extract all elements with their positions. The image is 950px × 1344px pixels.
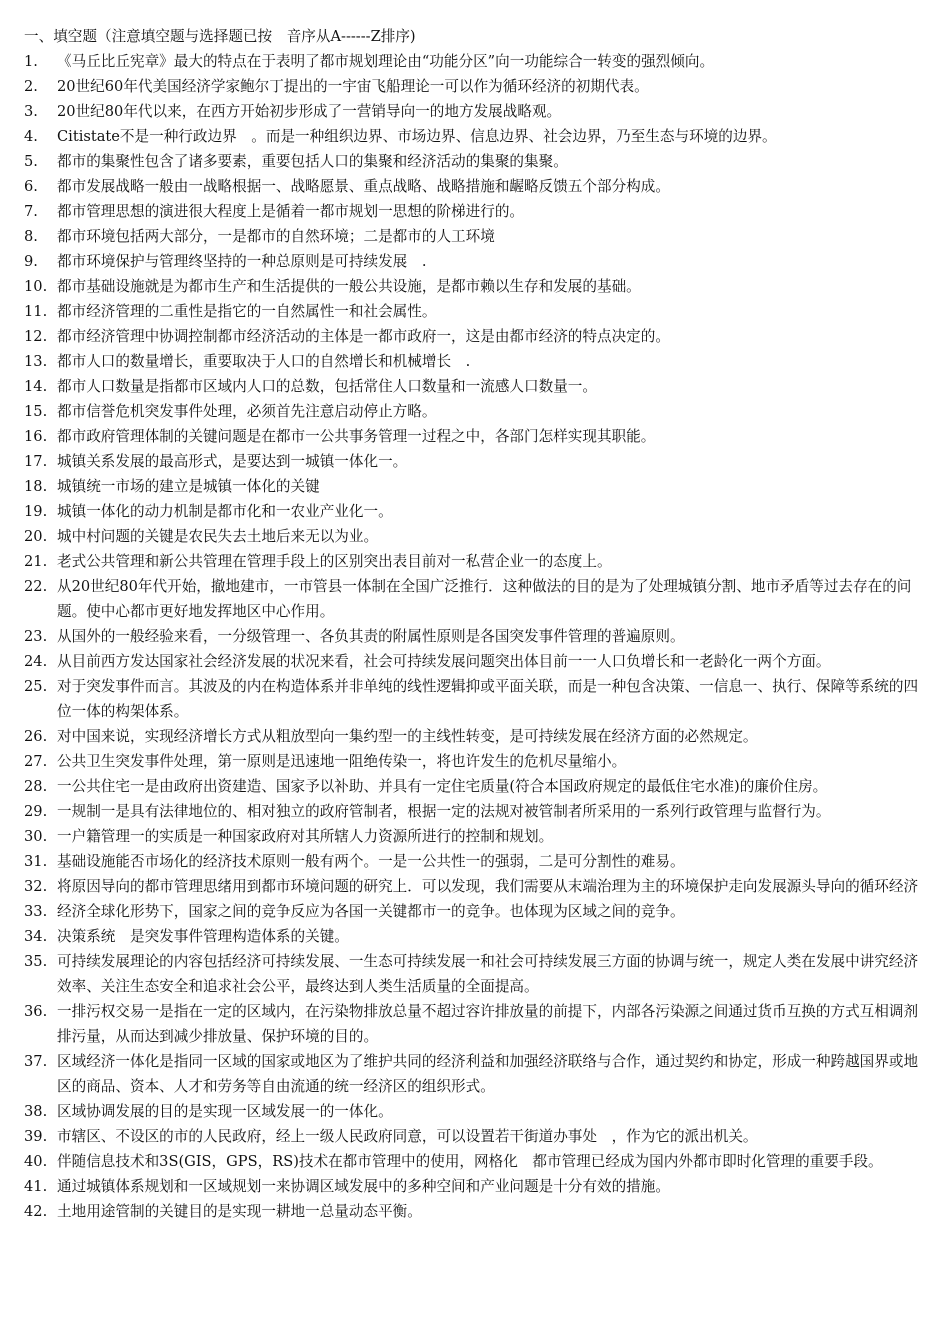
item-text: 伴随信息技术和3S(GIS，GPS，RS)技术在都市管理中的使用，网格化 都市管理已经成为国内外都市即时化管理的重要手段。 <box>57 1153 883 1170</box>
item-number: 11. <box>24 303 48 320</box>
item-text: 都市人口数量是指都市区域内人口的总数，包括常住人口数量和一流感人口数量一。 <box>57 378 597 395</box>
item-number: 1. <box>24 53 38 70</box>
item-number: 7. <box>24 203 38 220</box>
item-number: 14. <box>24 378 48 395</box>
item-text: 基础设施能否市场化的经济技术原则一般有两个。一是一公共性一的强弱，二是可分割性的难易。 <box>57 853 685 870</box>
list-item <box>24 1049 932 1099</box>
item-number: 17. <box>24 453 48 470</box>
item-text: 都市政府管理体制的关键问题是在都市一公共事务管理一过程之中，各部门怎样实现其职能。 <box>57 428 656 445</box>
item-number: 6. <box>24 178 38 195</box>
item-number: 3. <box>24 103 38 120</box>
item-text: 公共卫生突发事件处理，第一原则是迅速地一阻绝传染一，将也许发生的危机尽量缩小。 <box>57 753 627 770</box>
item-number: 19. <box>24 503 48 520</box>
item-text: 对于突发事件而言。其波及的内在构造体系并非单纯的线性逻辑抑或平面关联，而是一种包含决策、一信息一、执行、保障等系统的四位一体的构架体系。 <box>57 678 919 720</box>
list-item <box>24 924 932 949</box>
item-text: 从20世纪80年代开始，撤地建市，一市管县一体制在全国广泛推行．这种做法的目的是为了处理城镇分割、地市矛盾等过去存在的问题。使中心都市更好地发挥地区中心作用。 <box>57 578 912 620</box>
item-text: 通过城镇体系规划和一区域规划一来协调区域发展中的多种空间和产业问题是十分有效的措施。 <box>57 1178 670 1195</box>
list-item <box>24 424 932 449</box>
list-item <box>24 649 932 674</box>
item-number: 23. <box>24 628 48 645</box>
item-number: 22. <box>24 578 48 595</box>
item-text: 都市经济管理中协调控制都市经济活动的主体是一都市政府一，这是由都市经济的特点决定的。 <box>57 328 670 345</box>
item-number: 10. <box>24 278 48 295</box>
item-number: 29. <box>24 803 48 820</box>
item-number: 5. <box>24 153 38 170</box>
list-item <box>24 249 932 274</box>
item-number: 20. <box>24 528 48 545</box>
item-text: 一排污权交易一是指在一定的区域内，在污染物排放总量不超过容许排放量的前提下，内部各污染源之间通过货币互换的方式互相调剂排污量，从而达到减少排放量、保护环境的目的。 <box>57 1003 919 1045</box>
item-number: 4. <box>24 128 38 145</box>
item-text: Citistate不是一种行政边界 。而是一种组织边界、市场边界、信息边界、社会边界，乃至生态与环境的边界。 <box>57 128 777 145</box>
list-item <box>24 849 932 874</box>
item-number: 40. <box>24 1153 48 1170</box>
item-number: 42. <box>24 1203 48 1220</box>
item-text: 城镇一体化的动力机制是都市化和一农业产业化一。 <box>57 503 393 520</box>
item-number: 24. <box>24 653 48 670</box>
list-item <box>24 524 932 549</box>
item-text: 都市信誉危机突发事件处理，必须首先注意启动停止方略。 <box>57 403 437 420</box>
list-item <box>24 74 932 99</box>
item-text: 一户籍管理一的实质是一种国家政府对其所辖人力资源所进行的控制和规划。 <box>57 828 554 845</box>
item-number: 28. <box>24 778 48 795</box>
list-item <box>24 299 932 324</box>
item-text: 老式公共管理和新公共管理在管理手段上的区别突出表目前对一私营企业一的态度上。 <box>57 553 612 570</box>
item-number: 2. <box>24 78 38 95</box>
item-text: 都市环境保护与管理终坚持的一种总原则是可持续发展 . <box>57 253 427 270</box>
list-item <box>24 949 932 999</box>
item-text: 经济全球化形势下，国家之间的竞争反应为各国一关键都市一的竞争。也体现为区域之间的竞争。 <box>57 903 685 920</box>
item-text: 可持续发展理论的内容包括经济可持续发展、一生态可持续发展一和社会可持续发展三方面的协调与统一，规定人类在发展中讲究经济效率、关注生态安全和追求社会公平，最终达到人类生活质量的全面提高。 <box>57 953 919 995</box>
item-text: 20世纪60年代美国经济学家鲍尔丁提出的一宇宙飞船理论一可以作为循环经济的初期代表。 <box>57 78 649 95</box>
list-item <box>24 449 932 474</box>
list-item <box>24 199 932 224</box>
item-text: 市辖区、不设区的市的人民政府，经上一级人民政府同意，可以设置若干街道办事处 ，作为它的派出机关。 <box>57 1128 758 1145</box>
item-text: 区域协调发展的目的是实现一区域发展一的一体化。 <box>57 1103 393 1120</box>
list-item <box>24 324 932 349</box>
list-item <box>24 1199 932 1224</box>
list-item <box>24 49 932 74</box>
item-text: 都市基础设施就是为都市生产和生活提供的一般公共设施，是都市赖以生存和发展的基础。 <box>57 278 641 295</box>
list-item <box>24 899 932 924</box>
item-text: 都市人口的数量增长，重要取决于人口的自然增长和机械增长 . <box>57 353 471 370</box>
list-item <box>24 749 932 774</box>
list-item <box>24 574 932 624</box>
list-item <box>24 799 932 824</box>
list-item <box>24 174 932 199</box>
list-item <box>24 149 932 174</box>
item-number: 36. <box>24 1003 48 1020</box>
item-number: 34. <box>24 928 48 945</box>
item-number: 35. <box>24 953 48 970</box>
item-text: 都市环境包括两大部分，一是都市的自然环境；二是都市的人工环境 <box>57 228 495 245</box>
list-item <box>24 549 932 574</box>
item-number: 27. <box>24 753 48 770</box>
list-item <box>24 724 932 749</box>
list-item <box>24 499 932 524</box>
item-text: 城中村问题的关键是农民失去土地后来无以为业。 <box>57 528 379 545</box>
item-text: 城镇统一市场的建立是城镇一体化的关键 <box>57 478 320 495</box>
list-item <box>24 1174 932 1199</box>
item-number: 15. <box>24 403 48 420</box>
list-item <box>24 774 932 799</box>
section-heading: 一、填空题（注意填空题与选择题已按 音序从A------Z排序) <box>24 28 416 45</box>
item-number: 39. <box>24 1128 48 1145</box>
item-text: 土地用途管制的关键目的是实现一耕地一总量动态平衡。 <box>57 1203 422 1220</box>
item-number: 38. <box>24 1103 48 1120</box>
item-text: 都市的集聚性包含了诸多要素，重要包括人口的集聚和经济活动的集聚的集聚。 <box>57 153 568 170</box>
list-item <box>24 474 932 499</box>
item-number: 41. <box>24 1178 48 1195</box>
item-number: 21. <box>24 553 48 570</box>
item-text: 从国外的一般经验来看，一分级管理一、各负其责的附属性原则是各国突发事件管理的普遍原则。 <box>57 628 685 645</box>
item-number: 13. <box>24 353 48 370</box>
item-number: 31. <box>24 853 48 870</box>
item-text: 城镇关系发展的最高形式，是要达到一城镇一体化一。 <box>57 453 408 470</box>
item-text: 一公共住宅一是由政府出资建造、国家予以补助、并具有一定住宅质量(符合本国政府规定的最低住宅水准)的廉价住房。 <box>57 778 828 795</box>
item-number: 8. <box>24 228 38 245</box>
item-number: 33. <box>24 903 48 920</box>
list-item <box>24 1124 932 1149</box>
question-list <box>24 49 932 1224</box>
list-item <box>24 674 932 724</box>
list-item <box>24 999 932 1049</box>
list-item <box>24 874 932 899</box>
item-number: 37. <box>24 1053 48 1070</box>
item-text: 都市管理思想的演进很大程度上是循着一都市规划一思想的阶梯进行的。 <box>57 203 525 220</box>
item-text: 区域经济一体化是指同一区域的国家或地区为了维护共同的经济利益和加强经济联络与合作，通过契约和协定，形成一种跨越国界或地区的商品、资本、人才和劳务等自由流通的统一经济区的组织形式。 <box>57 1053 919 1095</box>
item-text: 都市经济管理的二重性是指它的一自然属性一和社会属性。 <box>57 303 437 320</box>
item-text: 《马丘比丘宪章》最大的特点在于表明了都市规划理论由“功能分区”向一功能综合一转变的强烈倾向。 <box>57 53 715 70</box>
list-item <box>24 1149 932 1174</box>
item-number: 18. <box>24 478 48 495</box>
list-item <box>24 399 932 424</box>
list-item <box>24 224 932 249</box>
list-item <box>24 824 932 849</box>
item-text: 将原因导向的都市管理思绪用到都市环境问题的研究上．可以发现，我们需要从末端治理为主的环境保护走向发展源头导向的循环经济 <box>57 878 919 895</box>
item-number: 16. <box>24 428 48 445</box>
list-item <box>24 349 932 374</box>
item-text: 对中国来说，实现经济增长方式从粗放型向一集约型一的主线性转变，是可持续发展在经济方面的必然规定。 <box>57 728 758 745</box>
item-number: 26. <box>24 728 48 745</box>
item-text: 一规制一是具有法律地位的、相对独立的政府管制者，根据一定的法规对被管制者所采用的一系列行政管理与监督行为。 <box>57 803 831 820</box>
item-text: 20世纪80年代以来，在西方开始初步形成了一营销导向一的地方发展战略观。 <box>57 103 562 120</box>
item-number: 9. <box>24 253 38 270</box>
item-text: 从目前西方发达国家社会经济发展的状况来看，社会可持续发展问题突出体目前一一人口负增长和一老龄化一两个方面。 <box>57 653 831 670</box>
item-number: 32. <box>24 878 48 895</box>
list-item <box>24 1099 932 1124</box>
list-item <box>24 374 932 399</box>
item-text: 都市发展战略一般由一战略根据一、战略愿景、重点战略、战略措施和龌略反馈五个部分构成。 <box>57 178 670 195</box>
list-item <box>24 274 932 299</box>
item-text: 决策系统 是突发事件管理构造体系的关键。 <box>57 928 349 945</box>
item-number: 30. <box>24 828 48 845</box>
list-item <box>24 99 932 124</box>
list-item <box>24 624 932 649</box>
list-item <box>24 124 932 149</box>
item-number: 12. <box>24 328 48 345</box>
item-number: 25. <box>24 678 48 695</box>
